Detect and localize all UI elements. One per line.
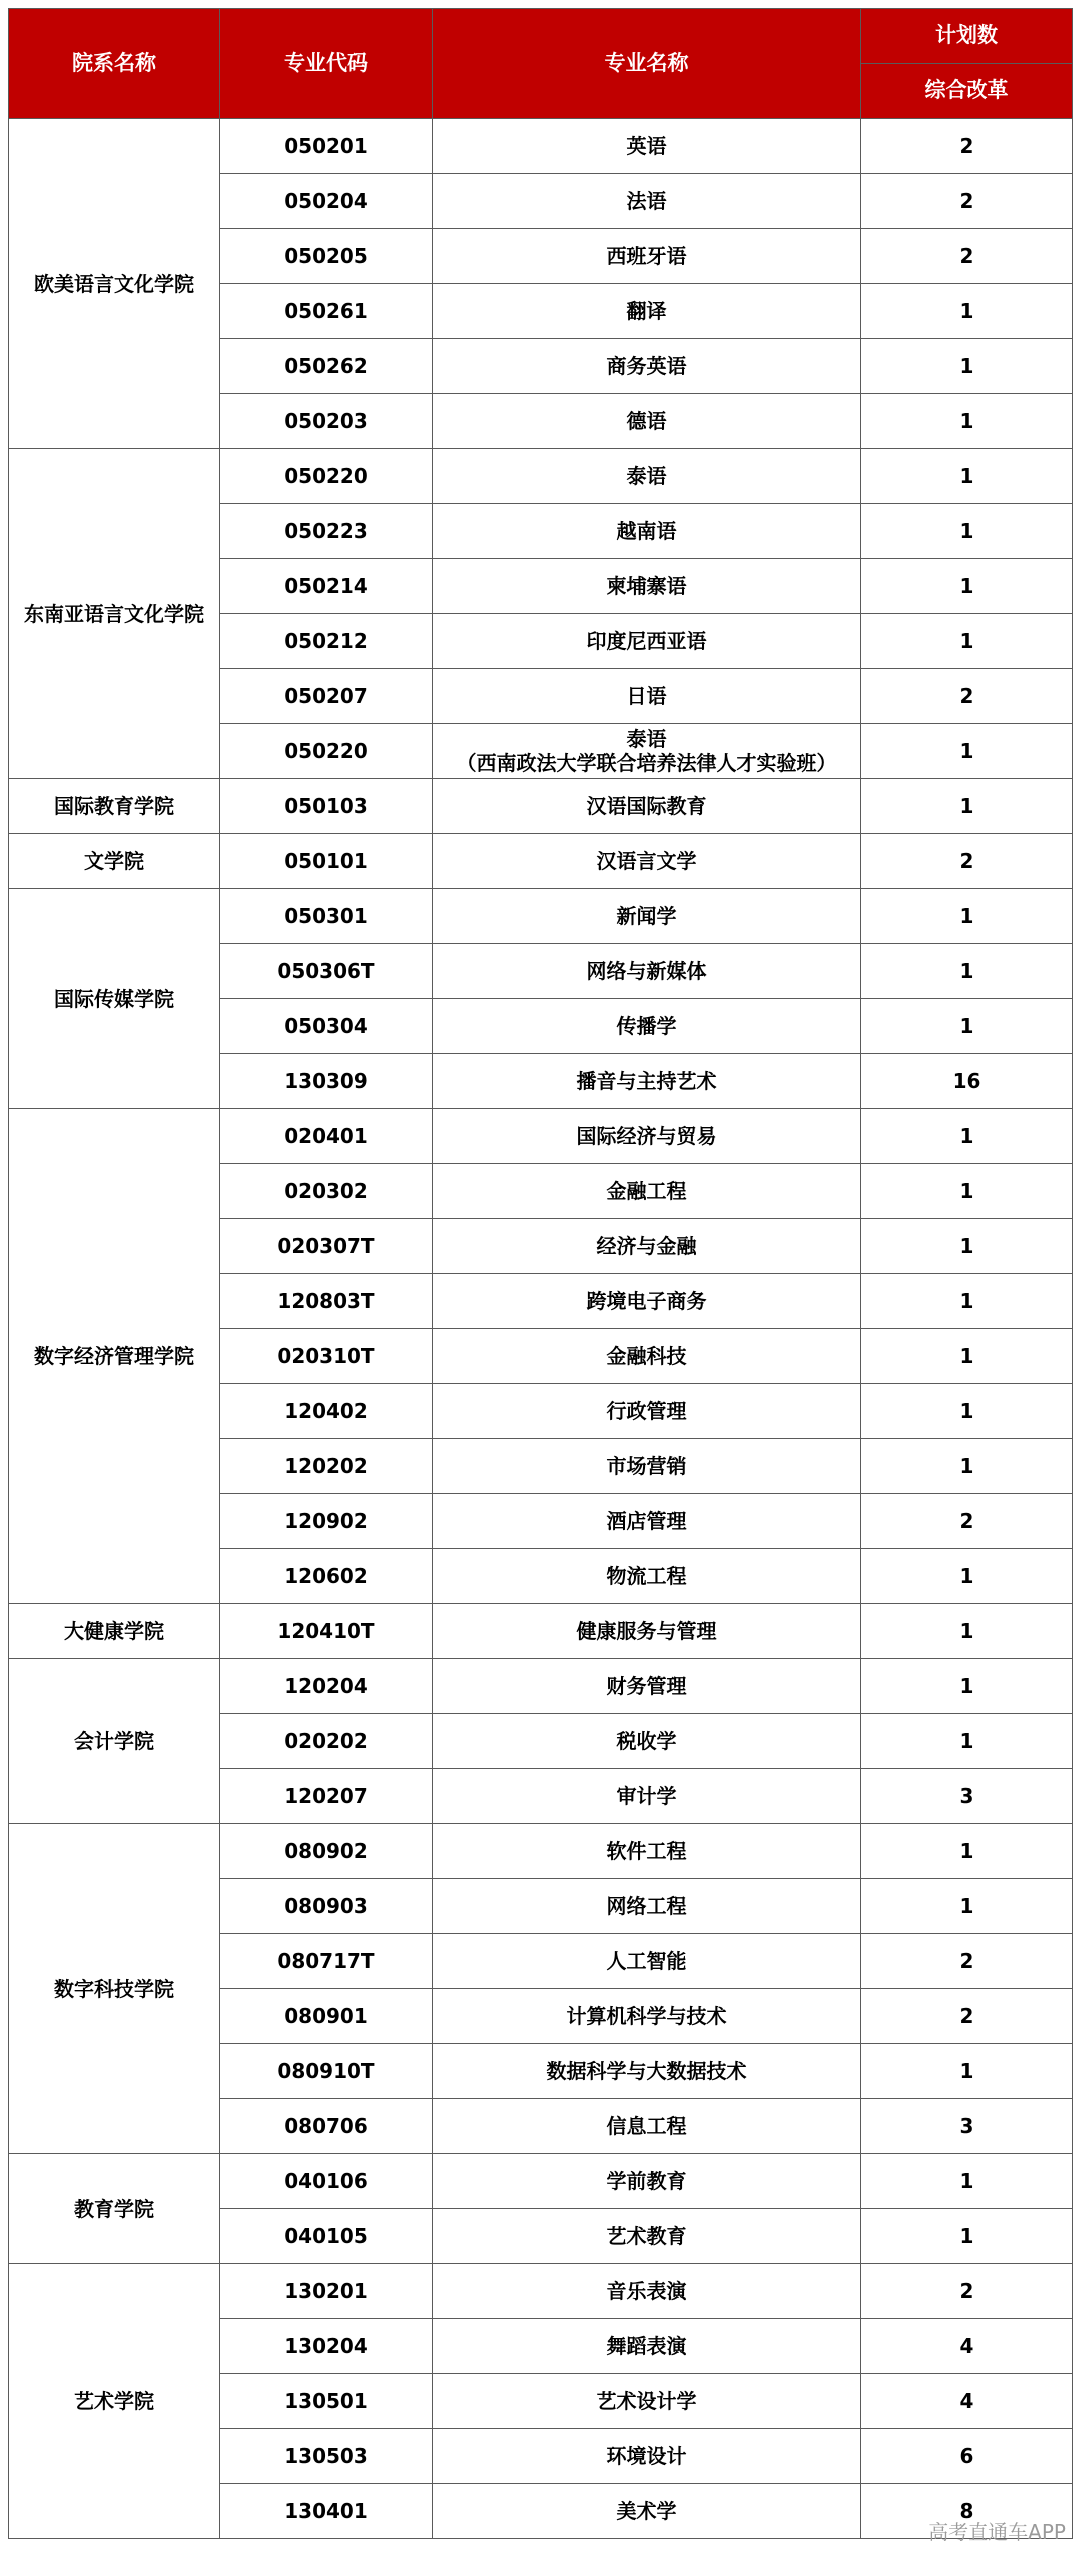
major-name-text: 金融工程 <box>606 1179 687 1203</box>
plan-count: 1 <box>861 889 1073 944</box>
plan-count: 1 <box>861 2154 1073 2209</box>
major-name-text: 西班牙语 <box>606 244 687 268</box>
major-code: 040106 <box>220 2154 433 2209</box>
plan-count: 1 <box>861 1439 1073 1494</box>
major-code: 050205 <box>220 229 433 284</box>
header-code: 专业代码 <box>220 9 433 119</box>
major-code: 050220 <box>220 449 433 504</box>
table-row <box>9 119 1073 174</box>
major-name <box>433 1769 861 1824</box>
plan-count: 6 <box>861 2429 1073 2484</box>
major-code: 120207 <box>220 1769 433 1824</box>
plan-count: 1 <box>861 504 1073 559</box>
major-name <box>433 1274 861 1329</box>
major-name-note: （西南政法大学联合培养法律人才实验班） <box>456 751 837 775</box>
plan-count: 2 <box>861 2264 1073 2319</box>
plan-count: 3 <box>861 2099 1073 2154</box>
major-code: 120602 <box>220 1549 433 1604</box>
table-row <box>9 1659 1073 1714</box>
plan-count: 1 <box>861 2044 1073 2099</box>
major-code: 120410T <box>220 1604 433 1659</box>
plan-count: 1 <box>861 614 1073 669</box>
major-name-text: 跨境电子商务 <box>586 1289 707 1313</box>
major-name <box>433 1989 861 2044</box>
major-name-text: 国际经济与贸易 <box>576 1124 717 1148</box>
major-name-text: 汉语国际教育 <box>586 794 707 818</box>
plan-count: 1 <box>861 1604 1073 1659</box>
major-code: 020302 <box>220 1164 433 1219</box>
major-code: 020202 <box>220 1714 433 1769</box>
major-code: 120202 <box>220 1439 433 1494</box>
major-name <box>433 449 861 504</box>
major-name-text: 数据科学与大数据技术 <box>546 2059 747 2083</box>
major-name-text: 物流工程 <box>606 1564 687 1588</box>
major-name <box>433 229 861 284</box>
major-name <box>433 834 861 889</box>
major-name-text: 泰语 <box>626 464 667 488</box>
major-name-text: 行政管理 <box>606 1399 687 1423</box>
major-name-text: 学前教育 <box>606 2169 687 2193</box>
major-name-text: 网络工程 <box>606 1894 687 1918</box>
major-name-text: 翻译 <box>626 299 667 323</box>
major-code: 050304 <box>220 999 433 1054</box>
plan-count: 1 <box>861 944 1073 999</box>
major-code: 050262 <box>220 339 433 394</box>
table-row <box>9 449 1073 504</box>
major-code: 130401 <box>220 2484 433 2539</box>
major-code: 130309 <box>220 1054 433 1109</box>
major-code: 080902 <box>220 1824 433 1879</box>
major-name-text: 日语 <box>626 684 667 708</box>
college-name: 欧美语言文化学院 <box>9 119 220 449</box>
major-code: 050203 <box>220 394 433 449</box>
major-code: 080901 <box>220 1989 433 2044</box>
major-name <box>433 394 861 449</box>
major-name <box>433 1659 861 1714</box>
plan-count: 8 <box>861 2484 1073 2539</box>
major-name-text: 汉语言文学 <box>596 849 697 873</box>
plan-count: 1 <box>861 1879 1073 1934</box>
plan-count: 1 <box>861 779 1073 834</box>
major-code: 050204 <box>220 174 433 229</box>
major-code: 050223 <box>220 504 433 559</box>
major-code: 020310T <box>220 1329 433 1384</box>
college-name: 东南亚语言文化学院 <box>9 449 220 779</box>
major-name-text: 信息工程 <box>606 2114 687 2138</box>
major-name-text: 审计学 <box>616 1784 677 1808</box>
major-name-text: 美术学 <box>616 2499 677 2523</box>
college-name: 数字经济管理学院 <box>9 1109 220 1604</box>
major-name-text: 新闻学 <box>616 904 677 928</box>
table-row <box>9 1604 1073 1659</box>
table-row <box>9 2264 1073 2319</box>
major-name-text: 税收学 <box>616 1729 677 1753</box>
table-row <box>9 1824 1073 1879</box>
header-major: 专业名称 <box>433 9 861 119</box>
major-code: 050201 <box>220 119 433 174</box>
header-plan: 计划数 <box>861 9 1073 64</box>
major-code: 080910T <box>220 2044 433 2099</box>
major-name-text: 舞蹈表演 <box>606 2334 687 2358</box>
major-name <box>433 2429 861 2484</box>
major-name <box>433 1879 861 1934</box>
major-name <box>433 2044 861 2099</box>
major-name <box>433 2209 861 2264</box>
college-name: 国际传媒学院 <box>9 889 220 1109</box>
major-name <box>433 174 861 229</box>
table-row <box>9 889 1073 944</box>
plan-count: 1 <box>861 1274 1073 1329</box>
major-name <box>433 559 861 614</box>
college-name: 大健康学院 <box>9 1604 220 1659</box>
major-name-text: 金融科技 <box>606 1344 687 1368</box>
major-name <box>433 2484 861 2539</box>
plan-count: 1 <box>861 1219 1073 1274</box>
major-name-text: 网络与新媒体 <box>586 959 707 983</box>
major-name <box>433 1054 861 1109</box>
major-name <box>433 1439 861 1494</box>
major-code: 050261 <box>220 284 433 339</box>
major-name-text: 越南语 <box>616 519 677 543</box>
plan-count: 2 <box>861 229 1073 284</box>
college-name: 文学院 <box>9 834 220 889</box>
major-name-text: 计算机科学与技术 <box>566 2004 727 2028</box>
major-name-text: 商务英语 <box>606 354 687 378</box>
plan-count: 2 <box>861 669 1073 724</box>
plan-count: 1 <box>861 1714 1073 1769</box>
plan-count: 1 <box>861 1329 1073 1384</box>
major-name <box>433 339 861 394</box>
plan-count: 1 <box>861 1384 1073 1439</box>
plan-count: 1 <box>861 1659 1073 1714</box>
college-name: 数字科技学院 <box>9 1824 220 2154</box>
plan-count: 1 <box>861 724 1073 779</box>
major-name-text: 播音与主持艺术 <box>576 1069 717 1093</box>
table-row <box>9 1109 1073 1164</box>
plan-count: 1 <box>861 2209 1073 2264</box>
major-name <box>433 779 861 834</box>
college-name: 教育学院 <box>9 2154 220 2264</box>
major-name-text: 财务管理 <box>606 1674 687 1698</box>
major-code: 050214 <box>220 559 433 614</box>
major-code: 120204 <box>220 1659 433 1714</box>
plan-count: 4 <box>861 2319 1073 2374</box>
plan-count: 1 <box>861 999 1073 1054</box>
major-name-text: 传播学 <box>616 1014 677 1038</box>
major-name <box>433 1934 861 1989</box>
major-code: 130503 <box>220 2429 433 2484</box>
plan-count: 2 <box>861 119 1073 174</box>
major-name <box>433 614 861 669</box>
table-row <box>9 834 1073 889</box>
major-name <box>433 2154 861 2209</box>
plan-count: 3 <box>861 1769 1073 1824</box>
major-code: 120402 <box>220 1384 433 1439</box>
major-code: 080903 <box>220 1879 433 1934</box>
major-code: 050306T <box>220 944 433 999</box>
major-code: 130501 <box>220 2374 433 2429</box>
major-name-text: 市场营销 <box>606 1454 687 1478</box>
major-name <box>433 2374 861 2429</box>
major-name <box>433 724 861 779</box>
major-code: 050301 <box>220 889 433 944</box>
major-name <box>433 1219 861 1274</box>
plan-count: 2 <box>861 1989 1073 2044</box>
major-name <box>433 2264 861 2319</box>
college-name: 艺术学院 <box>9 2264 220 2539</box>
major-name <box>433 1329 861 1384</box>
major-name-text: 人工智能 <box>606 1949 687 1973</box>
plan-count: 1 <box>861 394 1073 449</box>
major-code: 050207 <box>220 669 433 724</box>
plan-count: 4 <box>861 2374 1073 2429</box>
major-code: 050212 <box>220 614 433 669</box>
major-name <box>433 1714 861 1769</box>
plan-count: 1 <box>861 559 1073 614</box>
major-code: 120803T <box>220 1274 433 1329</box>
major-name <box>433 889 861 944</box>
major-code: 080706 <box>220 2099 433 2154</box>
major-code: 040105 <box>220 2209 433 2264</box>
plan-count: 1 <box>861 1549 1073 1604</box>
major-code: 120902 <box>220 1494 433 1549</box>
plan-count: 1 <box>861 1824 1073 1879</box>
major-name <box>433 2319 861 2374</box>
major-name <box>433 1164 861 1219</box>
major-name-text: 艺术教育 <box>606 2224 687 2248</box>
major-name-text: 艺术设计学 <box>596 2389 697 2413</box>
major-name <box>433 1494 861 1549</box>
major-name <box>433 1384 861 1439</box>
plan-count: 2 <box>861 1934 1073 1989</box>
major-name <box>433 1824 861 1879</box>
major-code: 020401 <box>220 1109 433 1164</box>
header-plan-sub: 综合改革 <box>861 64 1073 119</box>
major-name-text: 英语 <box>626 134 667 158</box>
table-body <box>9 119 1073 2539</box>
major-code: 130201 <box>220 2264 433 2319</box>
college-name: 会计学院 <box>9 1659 220 1824</box>
plan-count: 1 <box>861 339 1073 394</box>
major-name <box>433 119 861 174</box>
watermark: 高考直通车APP <box>928 2520 1066 2544</box>
major-name <box>433 2099 861 2154</box>
plan-count: 1 <box>861 284 1073 339</box>
major-name <box>433 944 861 999</box>
major-name-text: 音乐表演 <box>606 2279 687 2303</box>
major-name <box>433 669 861 724</box>
plan-count: 1 <box>861 1164 1073 1219</box>
table-row <box>9 779 1073 834</box>
major-name-text: 法语 <box>626 189 667 213</box>
major-name-text: 软件工程 <box>606 1839 687 1863</box>
major-name <box>433 1604 861 1659</box>
major-code: 050220 <box>220 724 433 779</box>
major-code: 130204 <box>220 2319 433 2374</box>
major-name <box>433 504 861 559</box>
plan-count: 1 <box>861 1109 1073 1164</box>
admission-plan-table <box>8 8 1073 2539</box>
major-name-text: 柬埔寨语 <box>606 574 687 598</box>
plan-count: 2 <box>861 174 1073 229</box>
major-name-text: 泰语 <box>626 727 667 751</box>
major-name <box>433 1549 861 1604</box>
major-name-text: 环境设计 <box>606 2444 687 2468</box>
major-name-text: 酒店管理 <box>606 1509 687 1533</box>
major-code: 050101 <box>220 834 433 889</box>
plan-count: 2 <box>861 1494 1073 1549</box>
header-college: 院系名称 <box>9 9 220 119</box>
major-code: 080717T <box>220 1934 433 1989</box>
major-name <box>433 999 861 1054</box>
major-code: 020307T <box>220 1219 433 1274</box>
plan-count: 2 <box>861 834 1073 889</box>
major-name-text: 印度尼西亚语 <box>586 629 707 653</box>
table-row <box>9 2154 1073 2209</box>
plan-count: 1 <box>861 449 1073 504</box>
college-name: 国际教育学院 <box>9 779 220 834</box>
major-name-text: 经济与金融 <box>596 1234 697 1258</box>
plan-count: 16 <box>861 1054 1073 1109</box>
major-name <box>433 284 861 339</box>
major-name-text: 德语 <box>626 409 667 433</box>
major-name-text: 健康服务与管理 <box>576 1619 717 1643</box>
major-name <box>433 1109 861 1164</box>
major-code: 050103 <box>220 779 433 834</box>
